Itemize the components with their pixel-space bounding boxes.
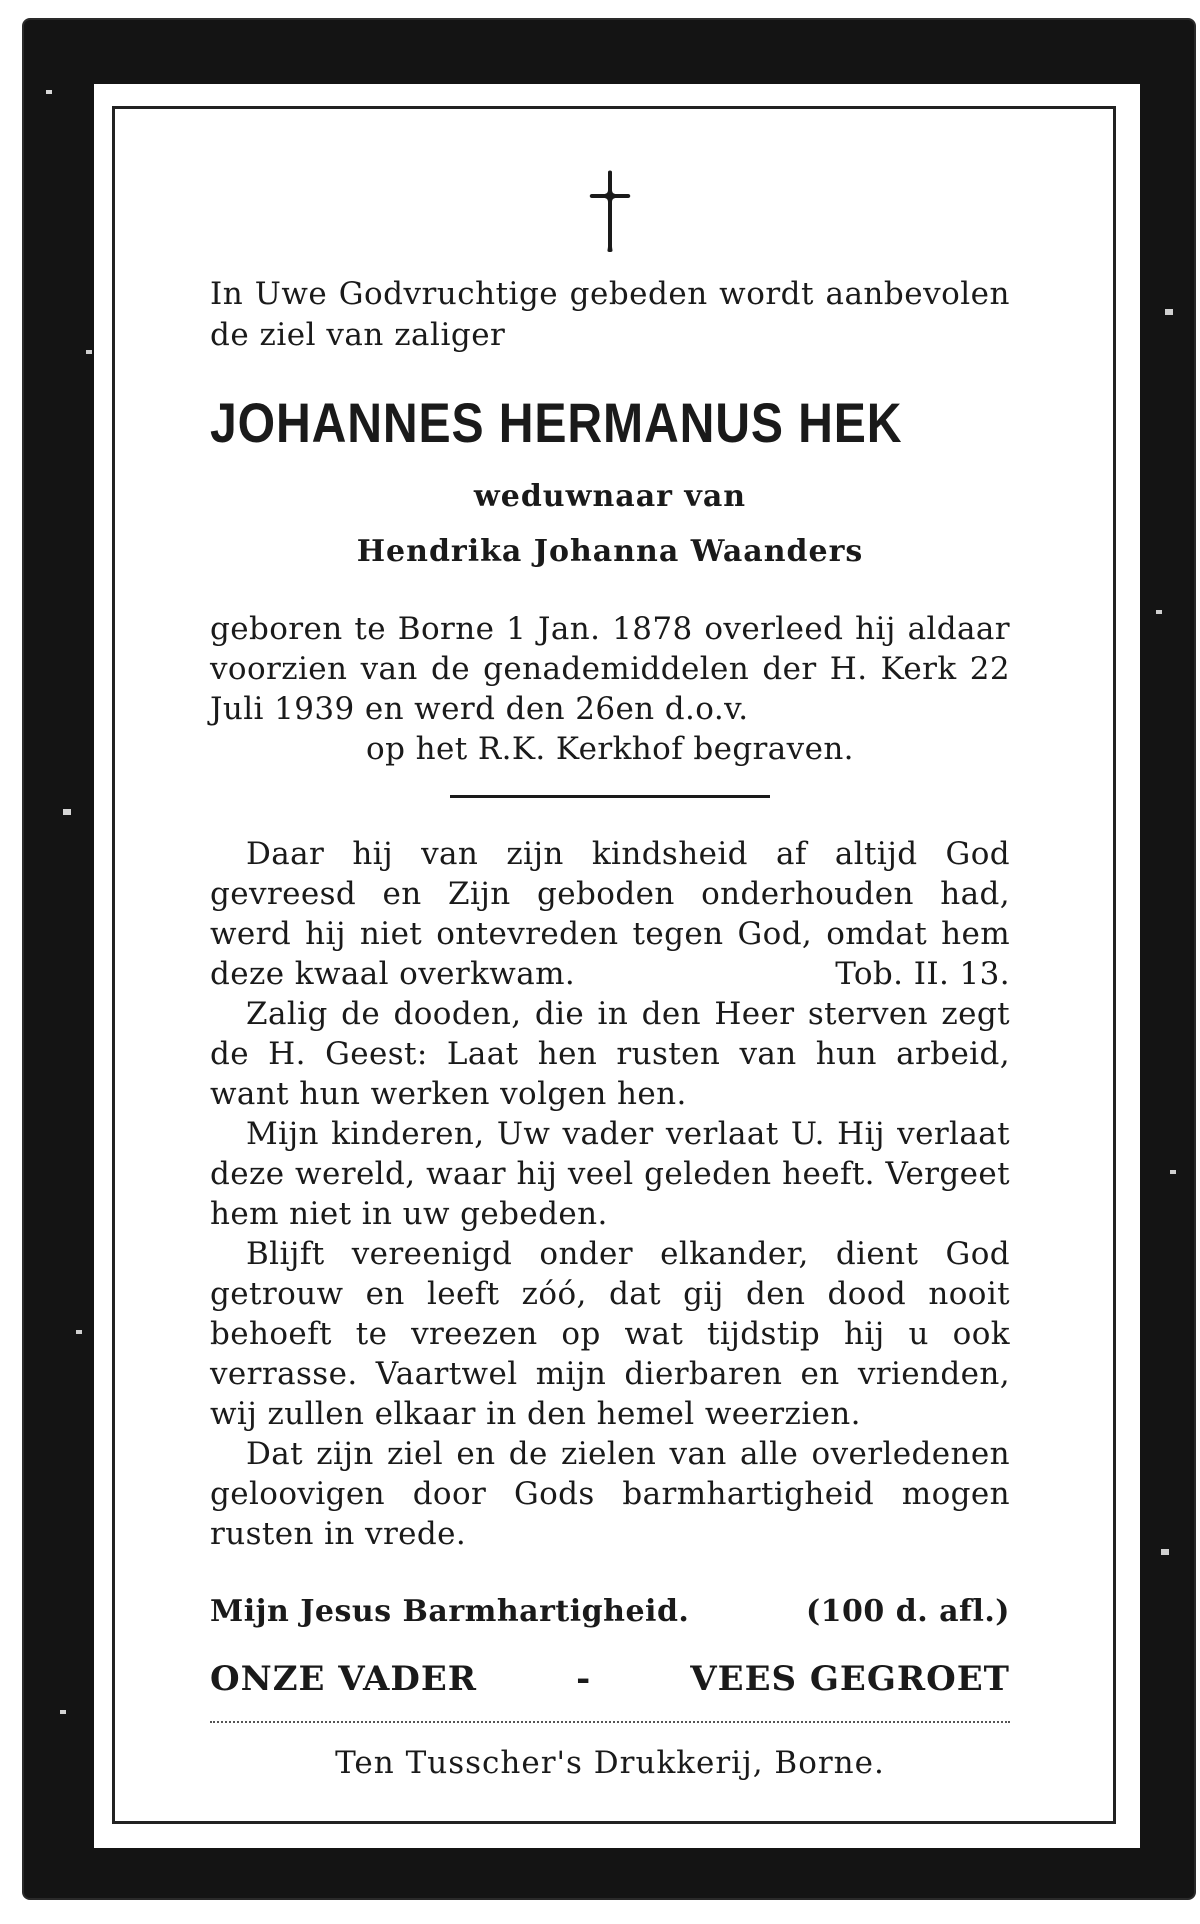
verse-paragraph: [210, 834, 1010, 994]
verses-block: [210, 834, 1010, 1554]
biography-main: geboren te Borne 1 Jan. 1878 overleed hij aldaar voorzien van de genademiddelen der H. Kerk 22 Juli 1939 en werd den 26en d.o.v.: [210, 611, 1010, 727]
spouse-name: Hendrika Johanna Waanders: [356, 534, 864, 569]
prayer-separator: -: [576, 1659, 592, 1699]
prayer-line: [210, 1594, 1010, 1629]
card-content: [210, 168, 1010, 1781]
hail-mary: VEES GEGROET: [690, 1659, 1010, 1699]
verse-reference: Tob. II. 13.: [835, 956, 1010, 992]
verse-paragraph: Mijn kinderen, Uw vader verlaat U. Hij verlaat deze wereld, waar hij veel geleden heeft. Vergeet hem niet in uw gebeden.: [210, 1116, 1010, 1232]
verse-paragraph: Zalig de dooden, die in den Heer sterven zegt de H. Geest: Laat hen rusten van hun arbeid, want hun werken volgen hen.: [210, 996, 1010, 1112]
printer-credit: Ten Tusscher's Drukkerij, Borne.: [335, 1745, 885, 1781]
cross-header: [210, 168, 1010, 254]
divider-line: [450, 795, 770, 798]
indulgence-text: (100 d. afl.): [805, 1594, 1010, 1629]
deceased-name: JOHANNES HERMANUS HEK: [210, 391, 903, 454]
biography: [210, 609, 1010, 769]
verse-text: Daar hij van zijn kindsheid af altijd God gevreesd en Zijn geboden onderhouden had, werd hij niet ontevreden tegen God, omdat hem deze kwaal overkwam.: [210, 836, 1010, 992]
verse-paragraph: Dat zijn ziel en de zielen van alle overledenen geloovigen door Gods barmhartigheid mogen rusten in vrede.: [210, 1436, 1010, 1552]
biography-end: op het R.K. Kerkhof begraven.: [366, 731, 854, 767]
widower-of-label: weduwnaar van: [473, 479, 747, 514]
closing-prayers: [210, 1659, 1010, 1699]
intro-text: In Uwe Godvruchtige gebeden wordt aanbevolen de ziel van zaliger: [210, 276, 1010, 353]
cross-icon: [588, 168, 632, 254]
our-father: ONZE VADER: [210, 1659, 478, 1699]
prayer-text: Mijn Jesus Barmhartigheid.: [210, 1594, 690, 1629]
verse-paragraph: Blijft vereenigd onder elkander, dient God getrouw en leeft zóó, dat gij den dood nooit behoeft te vreezen op wat tijdstip hij u ook verrasse. Vaartwel mijn dierbaren en vrienden, wij zullen elkaar in den hemel weerzien.: [210, 1236, 1010, 1432]
dotted-divider: [210, 1721, 1010, 1723]
